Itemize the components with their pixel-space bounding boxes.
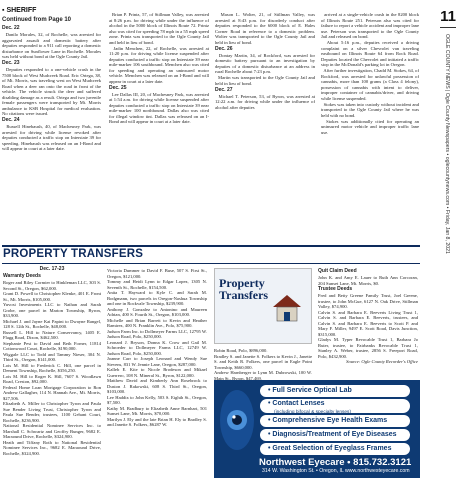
entry-text: Martin was transported to the Ogle County Jail and held in lieu of bond. (215, 75, 315, 86)
quit-claim-text: John K. and Amy E. Lauer to Ruth Ann Corcoran, 204 Sunset Lane, Mt. Morris, $0. (318, 275, 418, 286)
entry-text: After further investigation, Chadd M. Stokes, 64, of Rockford, was arrested for unlawful possession of cannabis, more than 100 grams (a Class 4 felony), possession of cannabis with intent to deliver, improper container of cannabis/driver, and driving while license suspended. (321, 68, 419, 101)
entry-date: Dec. 26 (215, 45, 233, 52)
sheriff-col-2 (109, 12, 209, 125)
side-rule (440, 27, 456, 28)
ad-phone[interactable]: 815.732.3121 (353, 457, 412, 468)
logo-line-2: Transfers (219, 288, 269, 302)
transfers-col-2 (107, 268, 207, 480)
entry-text: Brian P. Printz, 57, of Stillman Valley, was arrested at 8:26 p.m. for driving while under the influence of alcohol in the 5000 block of Illinois Route 72. Printz also was cited for speeding 78 mph in a 55 mph speed zone. Printz was transported to the Ogle County Jail and held in lieu of bond. (109, 12, 209, 45)
entry-text: Mason L. Wolter, 21, of Stillman Valley, was arrested at 8:43 p.m. for disorderly conduct after deputies responded to the 6000 block of E. Hales Corner Road in reference to a domestic problem. Wolter was transported to the Ogle County Jail and held in lieu of bond. (215, 12, 315, 45)
house-icon (269, 291, 305, 323)
eye-icon (217, 385, 257, 455)
ad-company-line: Northwest Eyecare • 815.732.3121 (259, 457, 412, 468)
sheriff-col-4 (321, 12, 419, 136)
entry-text: Lee Dallas III, 20, of Machesney Park, was arrested at 1:54 a.m. for driving while license suspended after deputies conducted a traffic stop on Interstate 39 near mile-marker 100 northbound. Dallas also was cited for illegal window tint. Dallas was released on an I-Bond and will appear in court at a later date. (109, 91, 209, 124)
property-transfers-logo (214, 268, 312, 344)
page-number-box (438, 8, 458, 32)
logo-text (219, 277, 268, 301)
entry-date: Dec. 24 (2, 117, 20, 123)
sheriff-title-text: SHERIFF (6, 7, 37, 14)
ad-service-1: • Full Service Optical Lab (260, 385, 410, 397)
warranty-deeds-heading: Warranty Deeds (3, 273, 41, 279)
transfers-col-2-text: Victoria Dummer to David F. Buse, 507 S. First St., Oregon, $121,000. Tommy and Heidi Lynn to Edgar Lopez, 1305 N. Seventh St., Rochelle, $154,500. Anita T. Hayward to Kyle C. and Sarah M. Bodgmann, two parcels in Oregon-Nashua Township and one in Rockvale Township, $239,900. Anthony J. Gonzalez to Antonino and Maureen Adrian, 400 S. Fourth St., Oregon, $103,000. Michelle and Brian Barrett to Kevin and Heather Ramirez, 400 N. Franklin Ave., Polo, $75,900. Judson Farm Inc. to Dollmeyer Farms LLC, 12795 W. Judson Road, Polo, $250,000. Leonard J. Bryson, Donna K. Crow and Gail M. Schroeder to Dollmeyer Farms LLC, 12749 W. Judson Road, Polo, $250,000. Joanne Carr to Joseph Leonard and Wendy Sue Stevens, 831 W. Jennie Lane, Oregon, $287,000. Kalleb E. Kite to Nicole Brodeson and Mikael Guerrero, 108 N. Mineral St., Byron, $122,000. Matthew David and Kimberly Ann Rosebrock to Duston J. Rakowski, 608 S. Third St., Oregon, $103,000. Lee Haddix to John Kelly, 503 S. Eighth St., Oregon, $7,500. Kathy M. Bradbury to Elizabeth Anne Barnhart, 501 Sunset Lane, Mt. Morris, $70,000. Marilyn J. Ely and the late Brian H. Ely to Bradley S. and Janette S. Folkers, $6287 W. (107, 268, 207, 427)
quit-claim-heading: Quit Claim Deed (318, 268, 357, 274)
entry-date: Dec. 23 (2, 60, 20, 66)
ad-service-2-note: (including bifocal & specialty lenses) (274, 410, 352, 415)
transfers-col-1 (3, 266, 101, 480)
ad-service-4-label: Diagnosis/Treatment of Eye Diseases (272, 431, 397, 438)
transfers-col-4 (318, 268, 418, 380)
ad-service-5-label: Great Selection of Eyeglass Frames (272, 445, 392, 452)
entry-date: Dec. 25 (109, 84, 127, 91)
source-line: Source: Ogle County Recorder's Office (346, 359, 418, 364)
ad-service-3: • Comprehensive Eye Health Exams (260, 415, 410, 427)
ad-address: 314 W. Washington St. • Oregon, IL www.northwesteyecare.com (262, 468, 410, 474)
section-top-rule (2, 245, 420, 247)
entry-text: Danilo Morales, 32, of Rochelle, was arrested for aggravated assault and domestic battery after deputies responded to a 911 call reporting a domestic disturbance on Sunflower Lane in Rochelle. Morales was held without bond at the Ogle County Jail. (2, 32, 101, 59)
page-number: 11 (440, 8, 456, 25)
ad-service-1-label: Full Service Optical Lab (272, 387, 352, 394)
entry-date: Dec. 27 (215, 86, 233, 93)
sheriff-col-1-text (2, 25, 101, 152)
entry-text: Michael T. Peterson, 53, of Byron, was arrested at 12:22 a.m. for driving while under the influence of alcohol after deputies (215, 93, 315, 110)
ad-service-5: • Great Selection of Eyeglass Frames (260, 443, 410, 455)
ad-service-2: • Contact Lenses (including bifocal & specialty lenses) (260, 399, 410, 413)
sheriff-col-3 (215, 12, 315, 111)
continued-line: Continued from Page 10 (2, 17, 72, 23)
northwest-eyecare-ad[interactable] (214, 380, 420, 478)
transfers-date: Dec. 17-23 (39, 266, 65, 272)
entry-text: Dontay Martin, 34, of Rockford, was arrested for domestic battery pursuant to an investigation by deputies of a domestic disturbance at an address in rural Rochelle about 7:23 p.m. (215, 52, 315, 74)
entry-date: Dec. 22 (2, 25, 20, 31)
entry-text: arrived at a single-vehicle crash in the 8200 block of Illinois Route 251. Peterson also was cited for failure to report a vehicle accident and improper lane use. Peterson was transported to the Ogle County Jail and released on bond. (321, 12, 419, 39)
property-transfers-title: PROPERTY TRANSFERS (3, 248, 144, 260)
page-side-strip (438, 0, 458, 480)
running-footer: OGLE COUNTY NEWS | Ogle County Newspapers • oglecountynews.com • Friday, Jan 8, 2021 (444, 34, 450, 254)
trustee-deeds-heading: Trustee Deeds (318, 286, 353, 292)
entry-text: Stokes was additionally cited for operating an uninsured motor vehicle and improper traffic lane use. (321, 118, 419, 135)
ad-service-2-label: Contact Lenses (272, 400, 325, 407)
sheriff-col-1 (2, 6, 101, 152)
sheriff-title: ▪ SHERIFF (2, 7, 37, 14)
entry-text: Jadin Menchen, 22, of Rochelle, was arrested at 11:20 p.m. for driving while license suspended after deputies conducted a traffic stop on Interstate 39 near mile-marker 106 southbound. Menchen also was cited for speeding and operating an uninsured motor vehicle. Menchen was released on an I-Bond and will appear in court at a later date. (109, 45, 209, 84)
entry-text: Russell Hinebaush, 40, of Machesney Park, was arrested for driving while license revoked after deputies conducted a traffic stop on Interstate 39 for speeding. Hinebaush was released on an I-Bond and will appear in court at a later date. (2, 124, 101, 151)
transfers-col-1-text: Roger and Riley Cormier to Hinkleman LLC, 303 S. Second St., Oregon, $62,000. Grant D. Powell to Christopher Klenke, 401 E. Front St., Mt. Morris, $105,000. Yuvosi Investments LLC to Nathan and Sarah Grobe, one parcel in Marion Township, Byron, $33,900. Michael J. and Jayne Kai Papini to Dwayne Rangel, 128 S. 12th St., Rochelle, $48,000. Russell L. Hill to Nature Conservancy, 1405 E. Flagg Road, Dixon, $462,500. Stephanie Pest to David and Beth Forner, 11814 Cottonwood Court, Rochelle, $190,000. Wiggale LLC to Todd and Tammy Nieser, 304 N. Third St., Oregon, $141,000. Lois M. Hill to Frederick C. Hill, one parcel in Dement Township, Rochelle, $356,250. Lois M. Hill to Roger K. Hill, 7607 S. Woodlawn Road, Creston, $92,000. Federal Home Loan Mortgage Corporation to Ron Andrew Gallagher, 114 N. Hannah Ave., Mt. Morris, $27,506. Elizabeth A. Miller to Christopher Tyron and Paula Sue Bender Living Trust, Christopher Tyron and Paula Sue Bender, trustees, 1100 Gehant Court, Rochelle, $236,900. National Residential Nominee Services Inc. to Marshall C. Schwartz and Geoffry Bunger, 9682 E. Maraound Drive, Rochelle, $324,900. Heath and Tiffany Roth to National Residential Nominee Services Inc., 9682 E. Maraound Drive, Rochelle, $324,900. (3, 280, 101, 456)
ad-service-3-label: Comprehensive Eye Health Exams (272, 417, 388, 424)
sheriff-section (2, 6, 420, 244)
ad-company: Northwest Eyecare (259, 457, 345, 468)
ad-service-4: • Diagnosis/Treatment of Eye Diseases (260, 429, 410, 441)
transfers-col-3 (214, 348, 312, 380)
trustee-deeds-text: Fred and Betty Greene Family Trust, Joel Greene, trustee, to John McGue, 6127 N. Oak Drive, Stillman Valley, $74,900. Calvin S. and Barbara E. Beeverts Living Trust 1, Calvin S. and Barbara E. Beeverts, trustees, and Calvin S. and Barbara E. Beeverts to Scott P. and Mary F. Miller, 9497 E. Scott Road, Davis Junction, $315,000. Gladys M. Typer Revocable Trust 1, Barbara Jo Ruter, trustee, to Fairbanks Revocable Trust 1, Stanley A. Weber, trustee, 2856 S. Freeport Road, Polo, $432,900. (318, 293, 418, 359)
entry-text: Stokes was taken into custody without incident and transported to the Ogle County Jail where he was held with no bond. (321, 101, 419, 118)
entry-text: About 5:16 p.m., deputies received a driving complaint on a silver Chevrolet van traveling eastbound on Illinois Route 64 from Rock Road. Deputies located the Chevrolet and initiated a traffic stop in the McDonald's parking lot in Oregon. (321, 40, 419, 67)
entry-text: Deputies responded to a one-vehicle crash in the 7500 block of West Mudcreek Road. Eric Ortega, 38, of Mt. Morris, was traveling west on West Mudcreek Road when a deer ran onto the road in front of the vehicle. The vehicle struck the deer and suffered disabling damage as a result. Ortega and two juvenile female passengers were transported by Mt. Morris ambulance to KSB Hospital for medical evaluation. No citations were issued. (2, 67, 101, 116)
section-sub-rule (2, 263, 420, 264)
transfers-col-3-text: Robin Road, Polo, $896,000. Bradley S. and Janette S. Folkers to Kevin J., Janette S. and Keith R. Folkers, one parcel in Eagle Point Township, $660,000. Andrew Harnberger to Lynn M. Dubrowski, 100 W. Main St., Byron, $47,469. (214, 348, 312, 380)
logo-line-1: Property (219, 276, 265, 290)
